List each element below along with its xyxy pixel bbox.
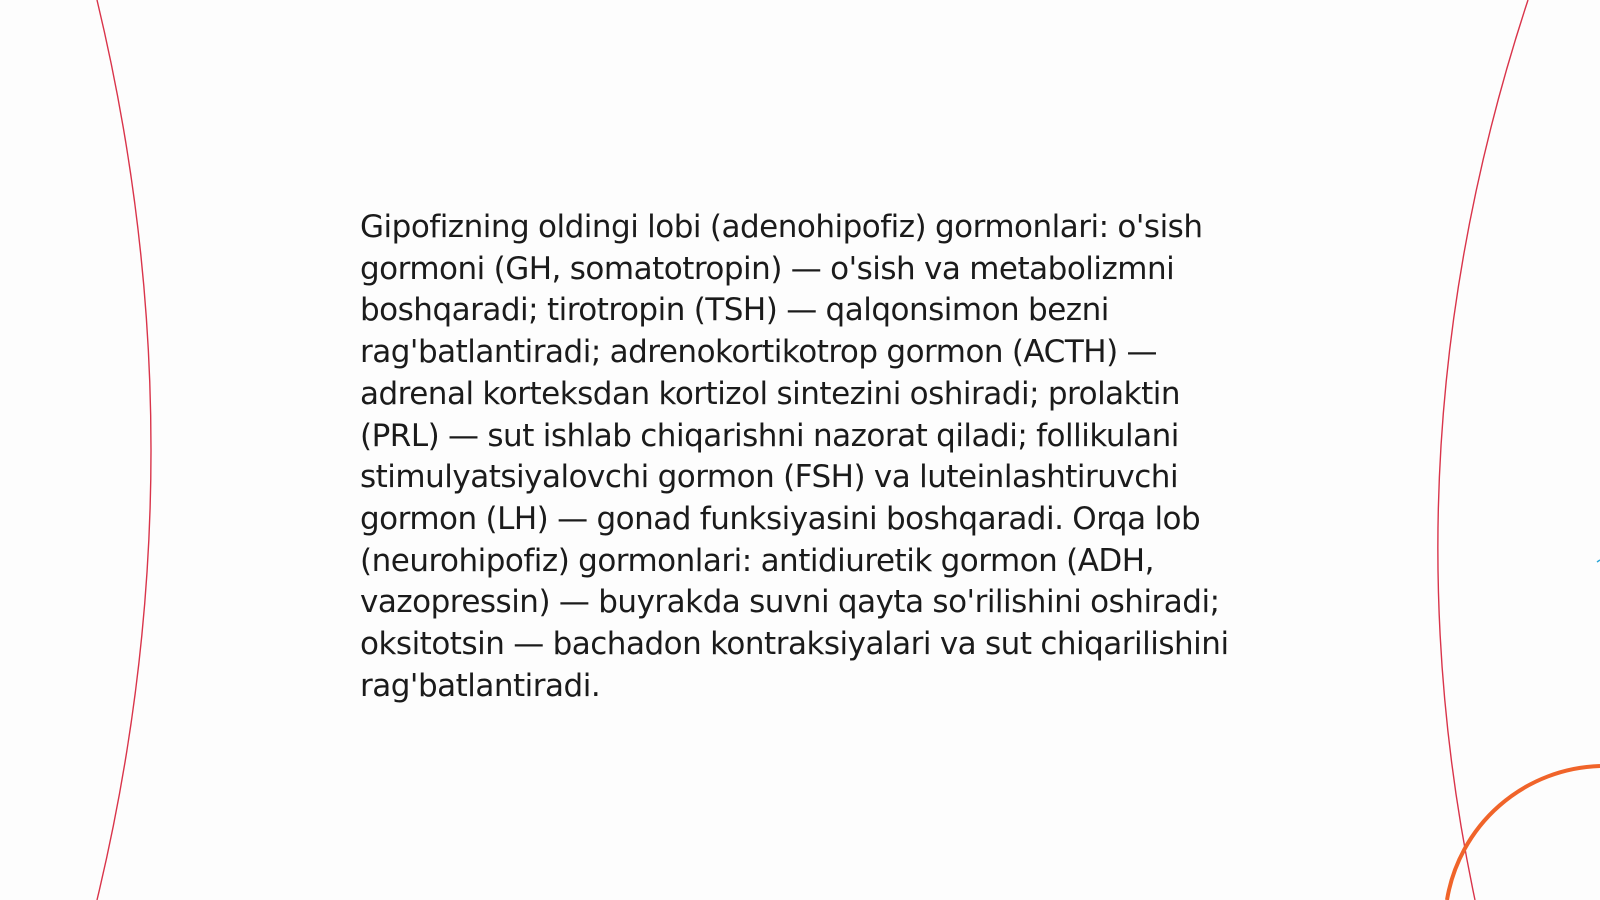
- left-curve-line: [97, 0, 151, 900]
- slide-body-text: Gipofizning oldingi lobi (adenohipofiz) gormonlari: o'sish gormoni (GH, somatotropin) — o'sish va metabolizmni boshqaradi; tirotropin (TSH) — qalqonsimon bezni rag'batlantiradi; adrenokortikotrop gormon (ACTH) — adrenal korteksdan kortizol sintezini oshiradi; prolaktin (PRL) — sut ishlab chiqarishni nazorat qiladi; follikulani stimulyatsiyalovchi gormon (FSH) va luteinlashtiruvchi gormon (LH) — gonad funksiyasini boshqaradi. Orqa lob (neurohipofiz) gormonlari: antidiuretik gormon (ADH, vazopressin) — buyrakda suvni qayta so'rilishini oshiradi; oksitotsin — bachadon kontraksiyalari va sut chiqarilishini rag'batlantiradi.: [360, 209, 1229, 704]
- orange-arc: [1447, 766, 1600, 900]
- right-curve-line: [1438, 0, 1528, 900]
